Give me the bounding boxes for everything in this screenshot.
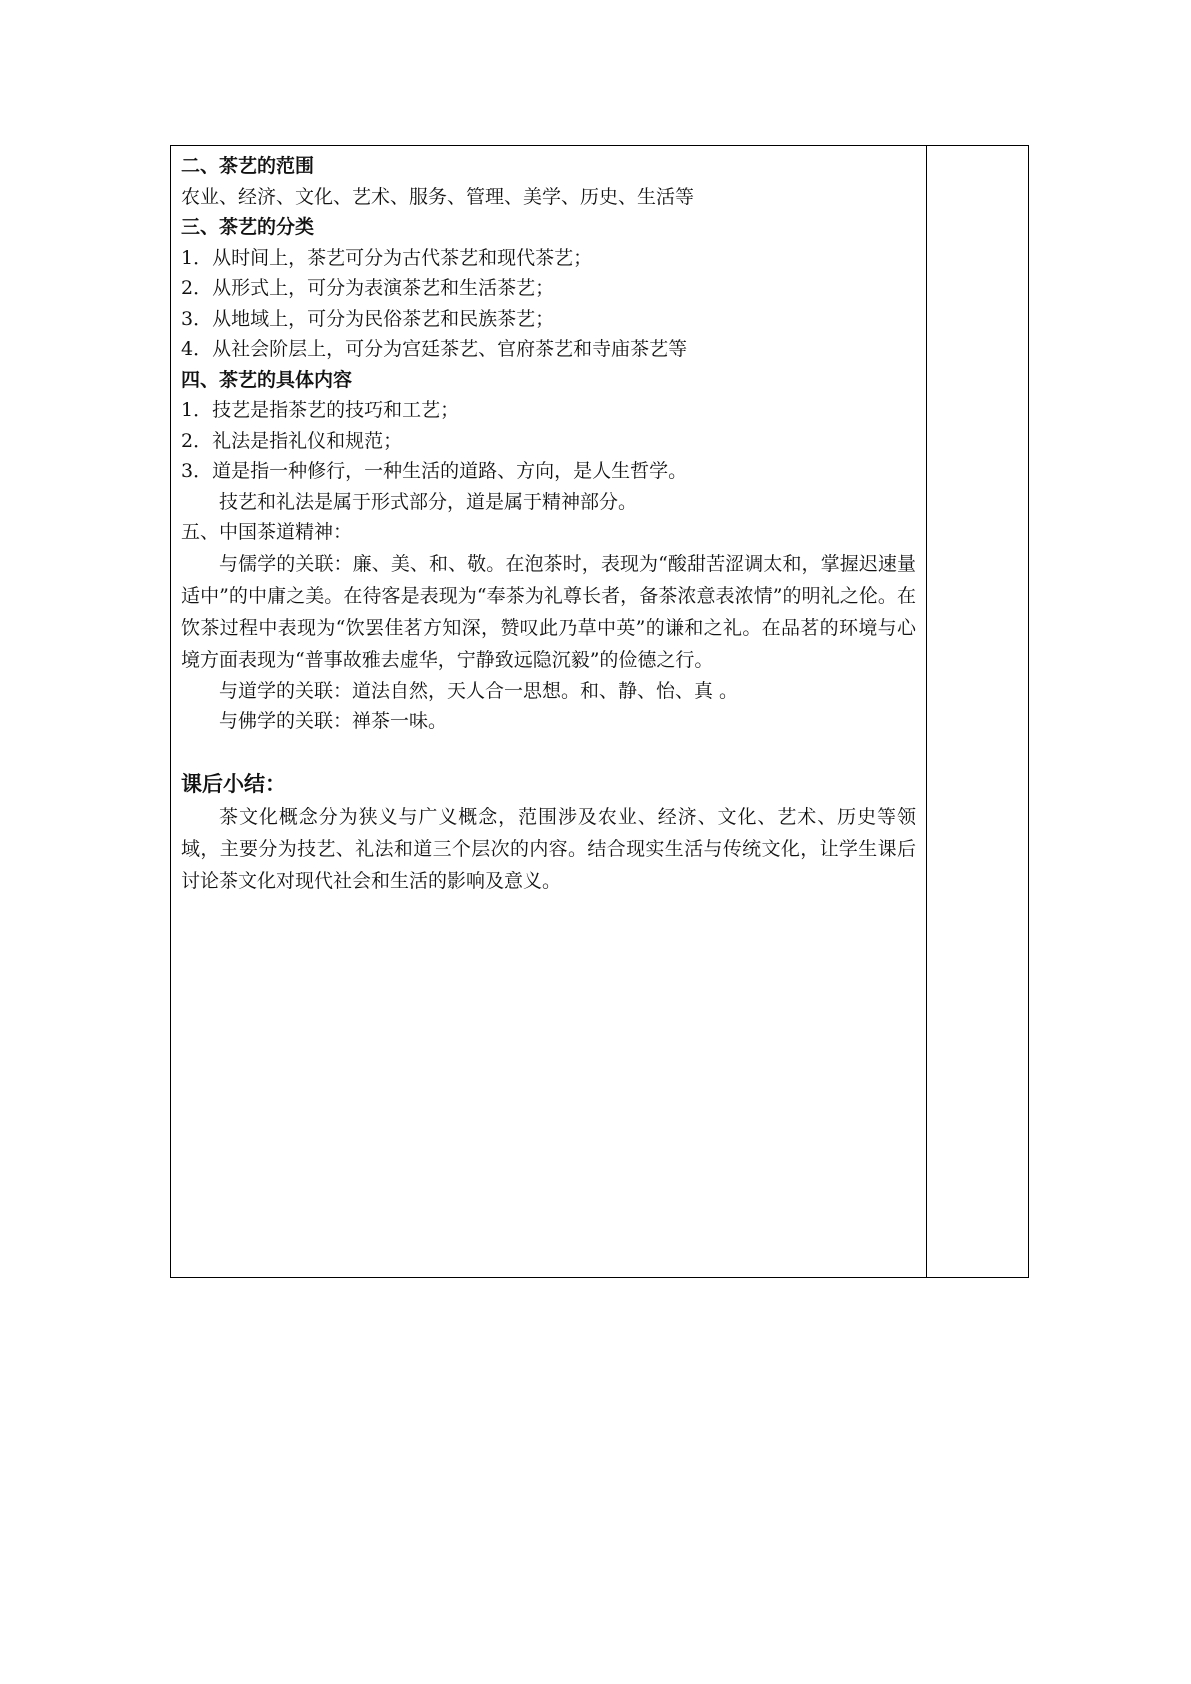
spacer xyxy=(181,737,916,767)
lesson-table xyxy=(170,145,1029,1278)
classification-item: 3．从地域上，可分为民俗茶艺和民族茶艺； xyxy=(181,307,555,330)
classification-item: 2．从形式上，可分为表演茶艺和生活茶艺； xyxy=(181,277,555,299)
confucian-paragraph: 与儒学的关联：廉、美、和、敬。在泡茶时，表现为“酸甜苦涩调太和，掌握迟速量适中”的中庸之美。在待客是表现为“奉茶为礼尊长者，备茶浓意表浓情”的明礼之伦。在饮茶过程中表现为“饮罢佳茗方知深，赞叹此乃草中英”的谦和之礼。在品茗的环境与心境方面表现为“普事故雅去虚华，宁静致远隐沉毅”的俭德之行。 xyxy=(181,552,916,671)
lesson-content-cell xyxy=(181,151,916,897)
summary-heading: 课后小结： xyxy=(181,771,286,796)
section-heading-spirit: 五、中国茶道精神： xyxy=(181,521,353,543)
content-note: 技艺和礼法是属于形式部分，道是属于精神部分。 xyxy=(219,490,638,513)
scope-text: 农业、经济、文化、艺术、服务、管理、美学、历史、生活等 xyxy=(181,185,695,208)
section-heading-scope: 二、茶艺的范围 xyxy=(181,155,315,177)
content-item: 3．道是指一种修行，一种生活的道路、方向，是人生哲学。 xyxy=(181,460,688,482)
classification-item: 1．从时间上，茶艺可分为古代茶艺和现代茶艺； xyxy=(181,246,593,269)
summary-paragraph: 茶文化概念分为狭义与广义概念，范围涉及农业、经济、文化、艺术、历史等领域，主要分为技艺、礼法和道三个层次的内容。结合现实生活与传统文化，让学生课后讨论茶文化对现代社会和生活的影响及意义。 xyxy=(181,805,916,892)
buddhist-line: 与佛学的关联：禅茶一味。 xyxy=(219,710,448,732)
column-divider xyxy=(926,146,927,1277)
section-heading-classification: 三、茶艺的分类 xyxy=(181,216,315,238)
classification-item: 4．从社会阶层上，可分为宫廷茶艺、官府茶艺和寺庙茶艺等 xyxy=(181,338,688,360)
content-item: 2．礼法是指礼仪和规范； xyxy=(181,429,403,452)
taoist-line: 与道学的关联：道法自然，天人合一思想。和、静、怡、真 。 xyxy=(219,679,739,702)
content-item: 1．技艺是指茶艺的技巧和工艺； xyxy=(181,399,460,421)
section-heading-content: 四、茶艺的具体内容 xyxy=(181,368,353,391)
